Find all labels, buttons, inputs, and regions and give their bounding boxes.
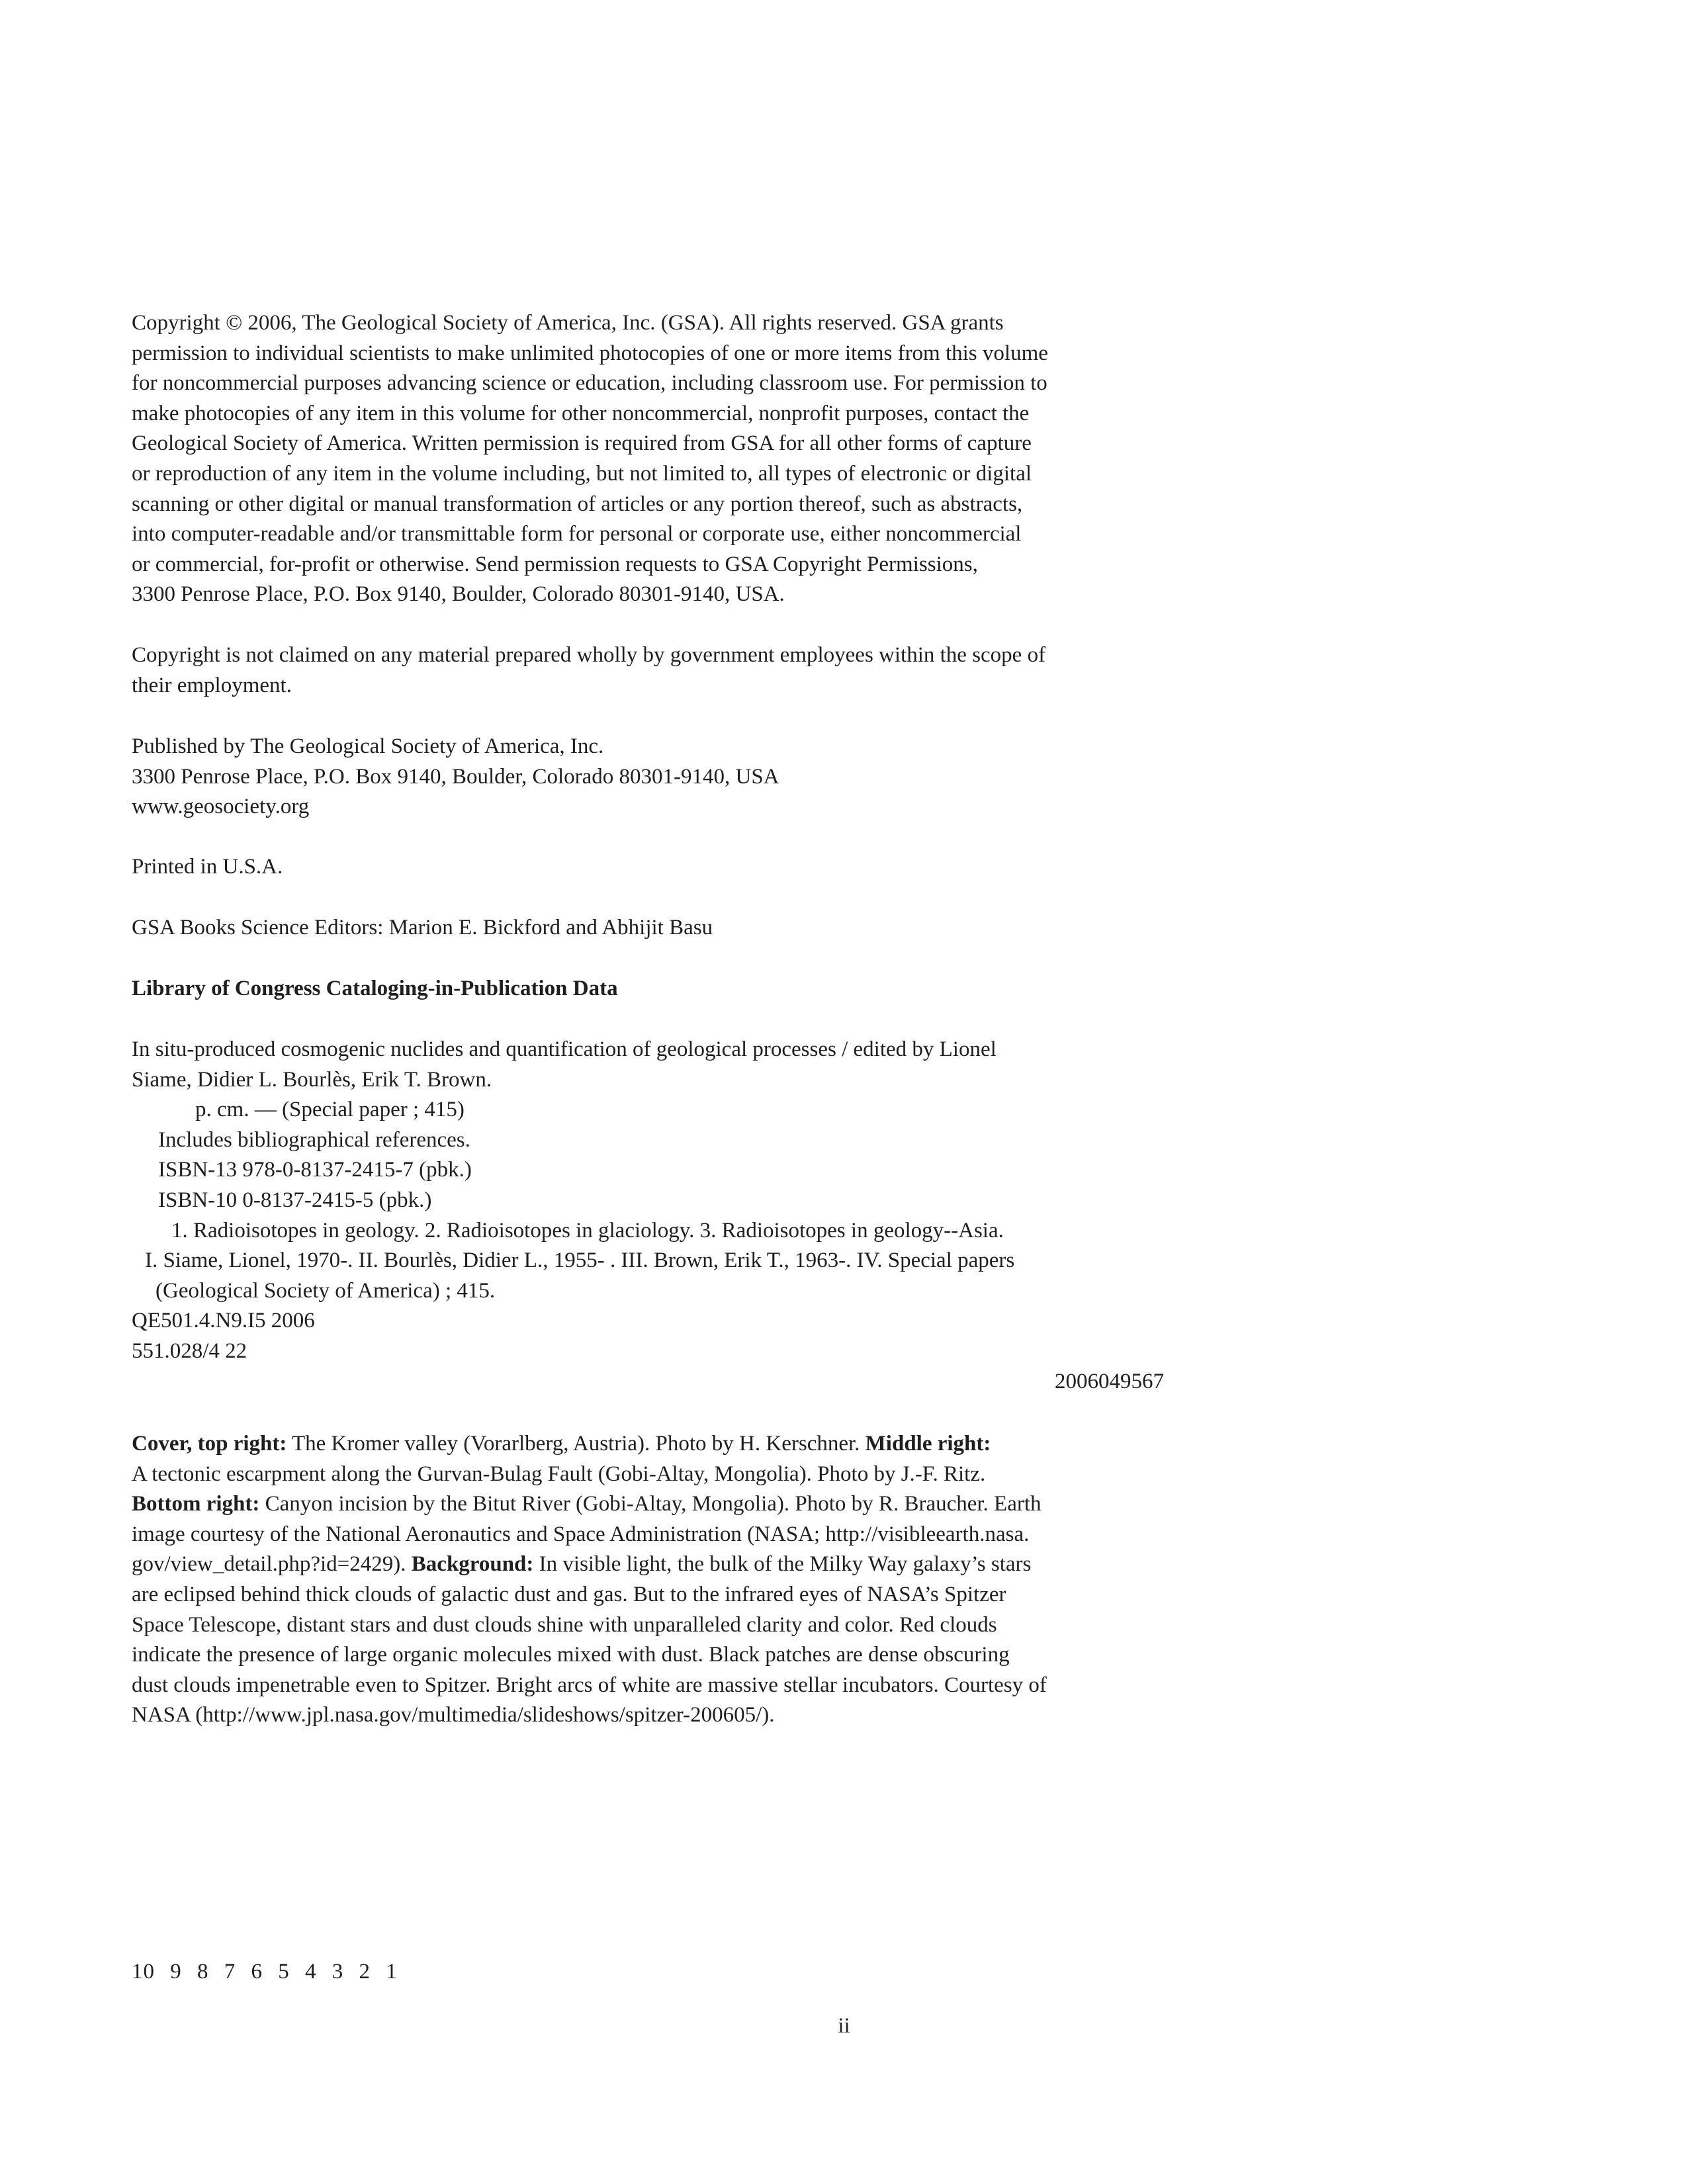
- copyright-line: Geological Society of America. Written permission is required from GSA for all other forms of capture: [132, 431, 1032, 456]
- printing-line: 10 9 8 7 6 5 4 3 2 1: [132, 1960, 398, 1984]
- cover-top-right-text: The Kromer valley (Vorarlberg, Austria). Photo by H. Kerschner.: [287, 1432, 866, 1456]
- cip-lc-class: QE501.4.N9.I5 2006: [132, 1309, 315, 1333]
- printed-in: [132, 852, 1164, 883]
- cover-line5-start: gov/view_detail.php?id=2429).: [132, 1552, 412, 1577]
- publisher-address: 3300 Penrose Place, P.O. Box 9140, Boulder, Colorado 80301-9140, USA: [132, 764, 779, 789]
- copyright-line: into computer-readable and/or transmittable form for personal or corporate use, either noncommercial: [132, 522, 1022, 546]
- copyright-line: make photocopies of any item in this volume for other noncommercial, nonprofit purposes, contact the: [132, 401, 1030, 425]
- cip-includes: Includes bibliographical references.: [158, 1127, 470, 1152]
- cip-series: p. cm. — (Special paper ; 415): [195, 1098, 465, 1122]
- copyright-line: scanning or other digital or manual transformation of articles or any portion thereof, such as abstracts,: [132, 492, 1023, 516]
- cover-line: indicate the presence of large organic molecules mixed with dust. Black patches are dense obscuring: [132, 1643, 1010, 1667]
- cip-isbn10: ISBN-10 0-8137-2415-5 (pbk.): [158, 1188, 432, 1212]
- cip-isbn13: ISBN-13 978-0-8137-2415-7 (pbk.): [158, 1158, 472, 1182]
- cip-lccn-row: [132, 1367, 1164, 1397]
- copyright-notice: [132, 308, 1164, 610]
- publisher-url: www.geosociety.org: [132, 795, 310, 819]
- cover-line: image courtesy of the National Aeronautics and Space Administration (NASA; http://visibleearth.nasa.: [132, 1522, 1030, 1546]
- cover-credits: [132, 1429, 1164, 1731]
- cip-lccn: 2006049567: [1055, 1369, 1164, 1393]
- copyright-line: for noncommercial purposes advancing science or education, including classroom use. For permission to: [132, 371, 1047, 396]
- cip-record: [132, 1035, 1164, 1397]
- cover-middle-right-label: Middle right:: [865, 1432, 991, 1456]
- cip-subjects: 1. Radioisotopes in geology. 2. Radioisotopes in glaciology. 3. Radioisotopes in geology--Asia.: [171, 1218, 1004, 1243]
- copyright-line: Copyright © 2006, The Geological Society of America, Inc. (GSA). All rights reserved. GSA grants: [132, 311, 1004, 335]
- cover-top-right-label: Cover, top right:: [132, 1432, 287, 1456]
- cover-line: [132, 1550, 1164, 1580]
- cover-line: Space Telescope, distant stars and dust clouds shine with unparalleled clarity and color. Red clouds: [132, 1612, 997, 1637]
- science-editors-text: GSA Books Science Editors: Marion E. Bickford and Abhijit Basu: [132, 916, 713, 939]
- copyright-line: or reproduction of any item in the volume including, but not limited to, all types of electronic or digital: [132, 461, 1032, 486]
- cip-title-line: In situ-produced cosmogenic nuclides and quantification of geological processes / edited by Lionel: [132, 1037, 997, 1061]
- copyright-line: 3300 Penrose Place, P.O. Box 9140, Boulder, Colorado 80301-9140, USA.: [132, 582, 785, 607]
- cip-dewey: 551.028/4 22: [132, 1338, 247, 1363]
- cover-line: dust clouds impenetrable even to Spitzer. Bright arcs of white are massive stellar incubators. Courtesy of: [132, 1673, 1047, 1697]
- copyright-line: permission to individual scientists to make unlimited photocopies of one or more items from this volume: [132, 341, 1048, 365]
- cover-line: A tectonic escarpment along the Gurvan-Bulag Fault (Gobi-Altay, Mongolia). Photo by J.-F. Ritz.: [132, 1462, 986, 1486]
- cover-line: [132, 1489, 1164, 1520]
- page-number: ii: [838, 2014, 850, 2038]
- cip-heading: [132, 974, 1164, 1004]
- cip-title-line: Siame, Didier L. Bourlès, Erik T. Brown.: [132, 1067, 492, 1092]
- copyright-line: or commercial, for-profit or otherwise. Send permission requests to GSA Copyright Permissions,: [132, 552, 978, 576]
- cover-line: [132, 1429, 1164, 1460]
- cover-line: NASA (http://www.jpl.nasa.gov/multimedia/slideshows/spitzer-200605/).: [132, 1703, 775, 1727]
- cover-bottom-right-text: Canyon incision by the Bitut River (Gobi-Altay, Mongolia). Photo by R. Braucher. Earth: [259, 1492, 1042, 1516]
- publisher-info: [132, 732, 1164, 822]
- government-notice: [132, 640, 1164, 701]
- government-line: their employment.: [132, 673, 292, 697]
- cover-line: are eclipsed behind thick clouds of galactic dust and gas. But to the infrared eyes of NASA’s Spitzer: [132, 1582, 1006, 1606]
- cover-line5-end: In visible light, the bulk of the Milky Way galaxy’s stars: [533, 1552, 1032, 1577]
- cip-heading-text: Library of Congress Cataloging-in-Publication Data: [132, 977, 618, 1000]
- government-line: Copyright is not claimed on any material prepared wholly by government employees within the scope of: [132, 643, 1046, 667]
- cip-added-entries: I. Siame, Lionel, 1970-. II. Bourlès, Didier L., 1955- . III. Brown, Erik T., 1963-. IV. Special papers: [145, 1248, 1015, 1273]
- publisher-name: Published by The Geological Society of America, Inc.: [132, 734, 604, 758]
- science-editors: [132, 913, 1164, 943]
- cip-added-entries-cont: (Geological Society of America) ; 415.: [155, 1278, 496, 1303]
- cover-bottom-right-label: Bottom right:: [132, 1492, 260, 1516]
- cover-background-label: Background:: [411, 1552, 534, 1577]
- printed-in-text: Printed in U.S.A.: [132, 855, 283, 879]
